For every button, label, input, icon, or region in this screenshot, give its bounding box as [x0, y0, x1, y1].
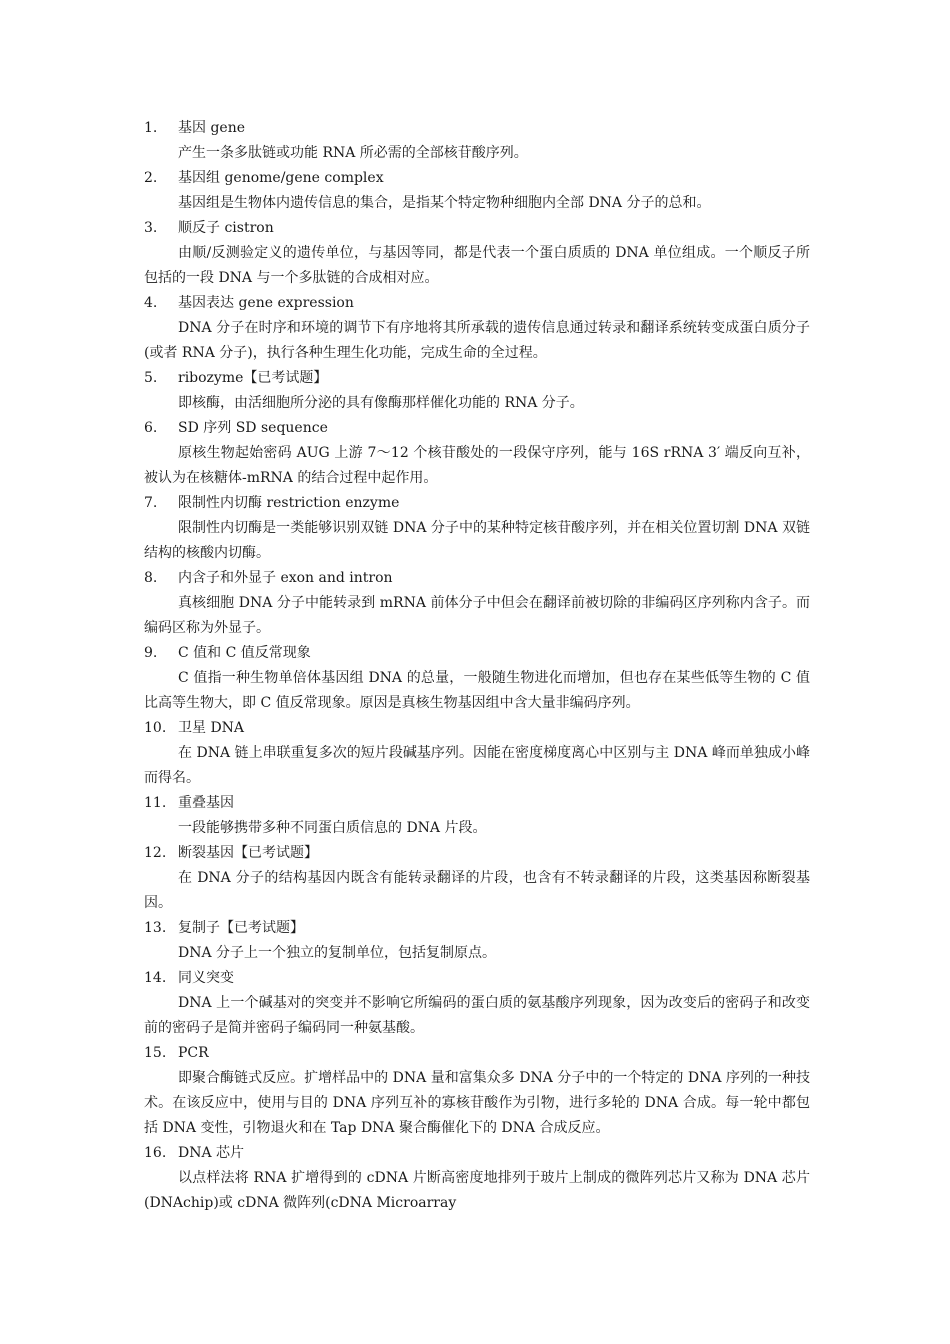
entry-number: 6. [144, 420, 158, 436]
entry-term-text: 卫星 DNA [178, 720, 245, 736]
entry-term [144, 291, 810, 316]
entry-term [144, 841, 810, 866]
glossary-entry-9 [144, 641, 810, 716]
entry-term [144, 166, 810, 191]
entry-term [144, 366, 810, 391]
entry-term [144, 566, 810, 591]
glossary-entry-11 [144, 791, 810, 841]
entry-number: 14. [144, 970, 167, 986]
glossary-entry-12 [144, 841, 810, 916]
entry-term [144, 916, 810, 941]
glossary-entry-7 [144, 491, 810, 566]
entry-term-text: PCR [178, 1045, 209, 1061]
entry-term-text: 基因 gene [178, 120, 245, 136]
entry-term [144, 116, 810, 141]
entry-number: 4. [144, 295, 158, 311]
entry-term [144, 416, 810, 441]
entry-term [144, 716, 810, 741]
entry-definition: DNA 分子上一个独立的复制单位，包括复制原点。 [178, 945, 497, 961]
entry-term [144, 791, 810, 816]
glossary-entry-15 [144, 1041, 810, 1141]
entry-definition: 基因组是生物体内遗传信息的集合，是指某个特定物种细胞内全部 DNA 分子的总和。 [178, 195, 711, 211]
entry-definition: 真核细胞 DNA 分子中能转录到 mRNA 前体分子中但会在翻译前被切除的非编码区序列称内含子。而编码区称为外显子。 [144, 595, 810, 636]
entry-number: 10. [144, 720, 167, 736]
glossary-entry-5 [144, 366, 810, 416]
entry-number: 5. [144, 370, 158, 386]
entry-term-text: DNA 芯片 [178, 1145, 245, 1161]
entry-term [144, 216, 810, 241]
entry-term-text: 基因表达 gene expression [178, 295, 354, 311]
entry-term-text: 内含子和外显子 exon and intron [178, 570, 393, 586]
entry-term-text: 断裂基因【已考试题】 [178, 845, 318, 861]
entry-number: 9. [144, 645, 158, 661]
entry-definition: 原核生物起始密码 AUG 上游 7～12 个核苷酸处的一段保守序列，能与 16S rRNA 3′ 端反向互补，被认为在核糖体-mRNA 的结合过程中起作用。 [144, 445, 810, 486]
glossary-entry-8 [144, 566, 810, 641]
entry-definition: 在 DNA 链上串联重复多次的短片段碱基序列。因能在密度梯度离心中区别与主 DNA 峰而单独成小峰而得名。 [144, 745, 810, 786]
glossary-entry-3 [144, 216, 810, 291]
entry-definition: 即核酶，由活细胞所分泌的具有像酶那样催化功能的 RNA 分子。 [178, 395, 584, 411]
entry-number: 7. [144, 495, 158, 511]
entry-term-text: 限制性内切酶 restriction enzyme [178, 495, 400, 511]
entry-term-text: SD 序列 SD sequence [178, 420, 328, 436]
entry-definition: DNA 分子在时序和环境的调节下有序地将其所承载的遗传信息通过转录和翻译系统转变成蛋白质分子(或者 RNA 分子)，执行各种生理生化功能，完成生命的全过程。 [144, 320, 810, 361]
entry-term-text: 顺反子 cistron [178, 220, 274, 236]
glossary-entry-13 [144, 916, 810, 966]
entry-term-text: ribozyme【已考试题】 [178, 370, 328, 386]
entry-definition: DNA 上一个碱基对的突变并不影响它所编码的蛋白质的氨基酸序列现象，因为改变后的密码子和改变前的密码子是简并密码子编码同一种氨基酸。 [144, 995, 810, 1036]
entry-number: 12. [144, 845, 167, 861]
entry-term-text: 同义突变 [178, 970, 234, 986]
glossary-entry-2 [144, 166, 810, 216]
entry-number: 16. [144, 1145, 167, 1161]
entry-term [144, 641, 810, 666]
entry-number: 3. [144, 220, 158, 236]
glossary-entry-10 [144, 716, 810, 791]
entry-term-text: 重叠基因 [178, 795, 234, 811]
glossary-entry-6 [144, 416, 810, 491]
entry-number: 11. [144, 795, 167, 811]
entry-number: 1. [144, 120, 158, 136]
glossary-entry-1 [144, 116, 810, 166]
entry-definition: 即聚合酶链式反应。扩增样品中的 DNA 量和富集众多 DNA 分子中的一个特定的 DNA 序列的一种技术。在该反应中，使用与目的 DNA 序列互补的寡核苷酸作为引物，进行多轮的 DNA 合成。每一轮中都包括 DNA 变性，引物退火和在 Tap DNA 聚合酶催化下的 DNA 合成反应。 [144, 1070, 810, 1136]
entry-definition: 由顺/反测验定义的遗传单位，与基因等同，都是代表一个蛋白质质的 DNA 单位组成。一个顺反子所包括的一段 DNA 与一个多肽链的合成相对应。 [144, 245, 810, 286]
entry-definition: 以点样法将 RNA 扩增得到的 cDNA 片断高密度地排列于玻片上制成的微阵列芯片又称为 DNA 芯片(DNAchip)或 cDNA 微阵列(cDNA Microarray [144, 1170, 810, 1211]
entry-term [144, 1141, 810, 1166]
entry-number: 8. [144, 570, 158, 586]
entry-term-text: 复制子【已考试题】 [178, 920, 304, 936]
entry-term [144, 966, 810, 991]
entry-definition: 限制性内切酶是一类能够识别双链 DNA 分子中的某种特定核苷酸序列，并在相关位置切割 DNA 双链结构的核酸内切酶。 [144, 520, 810, 561]
entry-definition: 一段能够携带多种不同蛋白质信息的 DNA 片段。 [178, 820, 487, 836]
glossary-entry-16 [144, 1141, 810, 1216]
entry-term [144, 491, 810, 516]
entry-definition: 产生一条多肽链或功能 RNA 所必需的全部核苷酸序列。 [178, 145, 528, 161]
entry-number: 13. [144, 920, 167, 936]
entry-term [144, 1041, 810, 1066]
entry-term-text: C 值和 C 值反常现象 [178, 645, 311, 661]
entry-definition: 在 DNA 分子的结构基因内既含有能转录翻译的片段，也含有不转录翻译的片段，这类基因称断裂基因。 [144, 870, 810, 911]
glossary-entry-14 [144, 966, 810, 1041]
entry-number: 15. [144, 1045, 167, 1061]
entry-number: 2. [144, 170, 158, 186]
entry-term-text: 基因组 genome/gene complex [178, 170, 384, 186]
entry-definition: C 值指一种生物单倍体基因组 DNA 的总量，一般随生物进化而增加，但也存在某些低等生物的 C 值比高等生物大，即 C 值反常现象。原因是真核生物基因组中含大量非编码序列。 [144, 670, 810, 711]
document-page [144, 116, 810, 1216]
glossary-entry-4 [144, 291, 810, 366]
